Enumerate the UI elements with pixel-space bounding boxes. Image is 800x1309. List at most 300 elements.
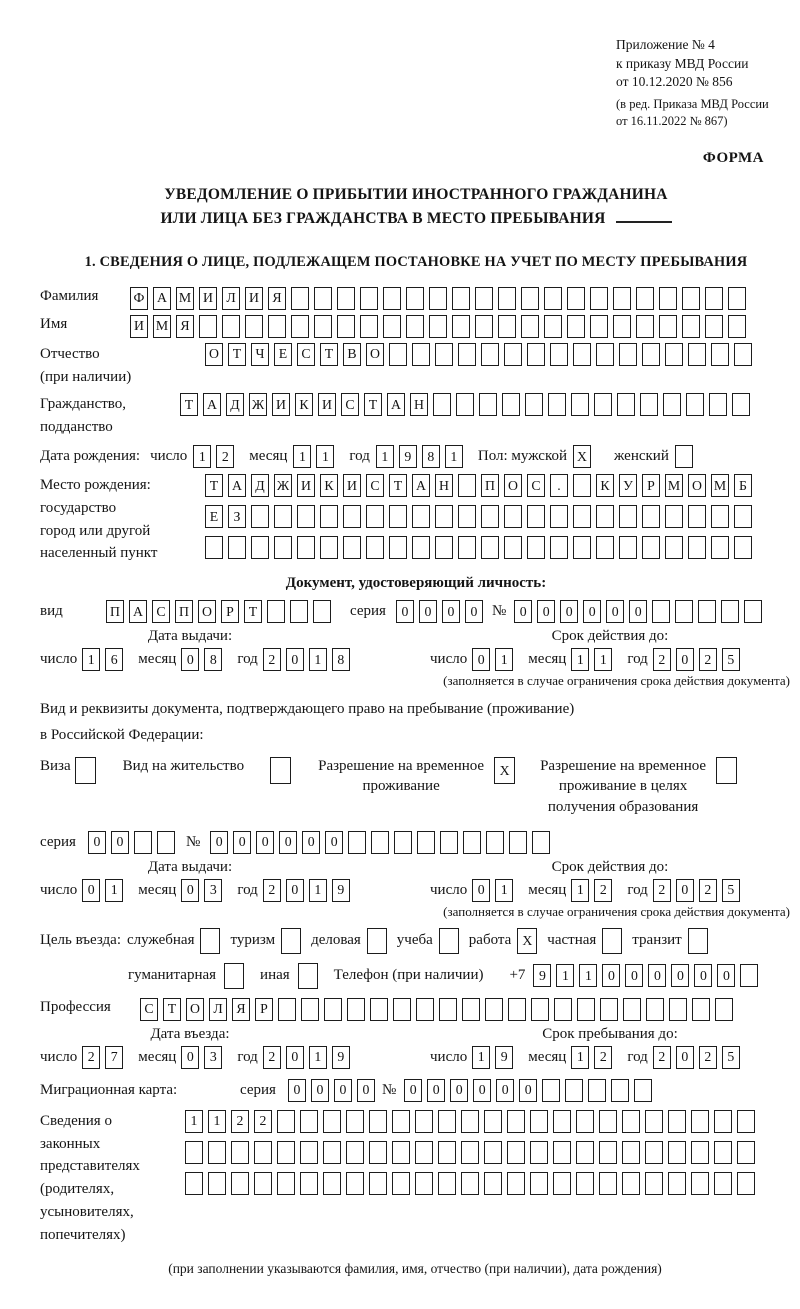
char-cell[interactable]: 0 (311, 1079, 329, 1102)
char-cell[interactable]: Т (320, 343, 338, 366)
char-cell[interactable]: С (341, 393, 359, 416)
char-cell[interactable] (343, 505, 361, 528)
char-cell[interactable]: 0 (472, 648, 490, 671)
char-cell[interactable] (412, 536, 430, 559)
char-cell[interactable] (530, 1110, 548, 1133)
char-cell[interactable] (737, 1172, 755, 1195)
sex-male-checkbox[interactable] (573, 445, 596, 468)
purpose-business-checkbox[interactable] (367, 928, 387, 954)
char-cell[interactable] (458, 536, 476, 559)
char-cell[interactable] (611, 1079, 629, 1102)
char-cell[interactable] (484, 1141, 502, 1164)
char-cell[interactable] (571, 393, 589, 416)
char-cell[interactable] (157, 831, 175, 854)
char-cell[interactable]: 3 (204, 879, 222, 902)
char-cell[interactable] (300, 1172, 318, 1195)
char-cell[interactable] (366, 505, 384, 528)
char-cell[interactable]: М (153, 315, 171, 338)
char-cell[interactable]: О (198, 600, 216, 623)
char-cell[interactable] (367, 928, 387, 954)
char-cell[interactable] (461, 1110, 479, 1133)
char-cell[interactable] (394, 831, 412, 854)
visa-checkbox[interactable] (75, 757, 101, 784)
char-cell[interactable] (208, 1172, 226, 1195)
char-cell[interactable]: Р (642, 474, 660, 497)
char-cell[interactable] (337, 315, 355, 338)
char-cell[interactable] (688, 343, 706, 366)
char-cell[interactable]: И (130, 315, 148, 338)
char-cell[interactable] (300, 1110, 318, 1133)
char-cell[interactable] (622, 1141, 640, 1164)
birthplace-line1-cells[interactable] (205, 474, 757, 497)
char-cell[interactable]: X (517, 928, 537, 954)
char-cell[interactable] (688, 536, 706, 559)
char-cell[interactable]: А (412, 474, 430, 497)
char-cell[interactable]: Т (180, 393, 198, 416)
char-cell[interactable] (531, 998, 549, 1021)
char-cell[interactable]: Ж (274, 474, 292, 497)
char-cell[interactable] (228, 536, 246, 559)
char-cell[interactable] (389, 505, 407, 528)
char-cell[interactable]: 0 (676, 1046, 694, 1069)
char-cell[interactable] (525, 393, 543, 416)
char-cell[interactable]: 0 (334, 1079, 352, 1102)
char-cell[interactable] (509, 831, 527, 854)
char-cell[interactable] (642, 536, 660, 559)
birthdate-year-cells[interactable] (376, 445, 468, 468)
char-cell[interactable] (199, 315, 217, 338)
char-cell[interactable]: 9 (495, 1046, 513, 1069)
char-cell[interactable]: 0 (583, 600, 601, 623)
char-cell[interactable] (366, 536, 384, 559)
char-cell[interactable] (619, 536, 637, 559)
char-cell[interactable] (619, 505, 637, 528)
char-cell[interactable] (544, 287, 562, 310)
char-cell[interactable]: 1 (495, 879, 513, 902)
char-cell[interactable] (532, 831, 550, 854)
residence-expiry-day-cells[interactable] (472, 879, 518, 902)
char-cell[interactable] (251, 505, 269, 528)
char-cell[interactable]: 0 (606, 600, 624, 623)
char-cell[interactable] (222, 315, 240, 338)
char-cell[interactable] (314, 315, 332, 338)
char-cell[interactable]: 0 (419, 600, 437, 623)
phone-cells[interactable] (533, 964, 763, 987)
char-cell[interactable] (613, 315, 631, 338)
char-cell[interactable] (323, 1141, 341, 1164)
char-cell[interactable] (596, 505, 614, 528)
char-cell[interactable]: К (320, 474, 338, 497)
char-cell[interactable]: Я (176, 315, 194, 338)
char-cell[interactable] (692, 998, 710, 1021)
char-cell[interactable] (343, 536, 361, 559)
char-cell[interactable] (550, 343, 568, 366)
char-cell[interactable] (277, 1172, 295, 1195)
char-cell[interactable] (668, 1172, 686, 1195)
char-cell[interactable]: С (527, 474, 545, 497)
char-cell[interactable] (544, 315, 562, 338)
purpose-work-checkbox[interactable] (517, 928, 537, 954)
char-cell[interactable] (75, 757, 96, 784)
char-cell[interactable]: И (318, 393, 336, 416)
char-cell[interactable] (622, 1110, 640, 1133)
char-cell[interactable]: 6 (105, 648, 123, 671)
char-cell[interactable] (481, 505, 499, 528)
char-cell[interactable] (588, 1079, 606, 1102)
char-cell[interactable] (716, 757, 737, 784)
char-cell[interactable] (347, 998, 365, 1021)
char-cell[interactable] (439, 998, 457, 1021)
char-cell[interactable] (274, 505, 292, 528)
char-cell[interactable]: 2 (82, 1046, 100, 1069)
char-cell[interactable]: Д (251, 474, 269, 497)
char-cell[interactable]: 2 (699, 879, 717, 902)
char-cell[interactable]: 0 (473, 1079, 491, 1102)
char-cell[interactable] (360, 287, 378, 310)
char-cell[interactable] (346, 1172, 364, 1195)
char-cell[interactable] (521, 315, 539, 338)
char-cell[interactable] (462, 998, 480, 1021)
char-cell[interactable] (619, 343, 637, 366)
char-cell[interactable] (634, 1079, 652, 1102)
char-cell[interactable]: 9 (332, 1046, 350, 1069)
char-cell[interactable]: Р (221, 600, 239, 623)
char-cell[interactable] (553, 1141, 571, 1164)
char-cell[interactable] (461, 1141, 479, 1164)
char-cell[interactable]: 0 (256, 831, 274, 854)
char-cell[interactable] (530, 1141, 548, 1164)
char-cell[interactable]: 0 (82, 879, 100, 902)
char-cell[interactable]: М (176, 287, 194, 310)
birthdate-day-cells[interactable] (193, 445, 239, 468)
char-cell[interactable]: 1 (376, 445, 394, 468)
char-cell[interactable] (297, 505, 315, 528)
char-cell[interactable] (530, 1172, 548, 1195)
temp-residence-education-checkbox[interactable] (716, 757, 742, 784)
char-cell[interactable] (300, 1141, 318, 1164)
char-cell[interactable] (485, 998, 503, 1021)
char-cell[interactable] (744, 600, 762, 623)
char-cell[interactable] (370, 998, 388, 1021)
char-cell[interactable] (573, 505, 591, 528)
char-cell[interactable] (298, 963, 318, 989)
char-cell[interactable] (463, 831, 481, 854)
char-cell[interactable] (594, 393, 612, 416)
residence-expiry-month-cells[interactable] (571, 879, 617, 902)
char-cell[interactable] (613, 287, 631, 310)
migration-number-cells[interactable] (404, 1079, 657, 1102)
char-cell[interactable] (721, 600, 739, 623)
char-cell[interactable] (573, 536, 591, 559)
char-cell[interactable]: 1 (445, 445, 463, 468)
char-cell[interactable] (734, 536, 752, 559)
residence-series-cells[interactable] (88, 831, 180, 854)
char-cell[interactable] (550, 536, 568, 559)
char-cell[interactable] (481, 536, 499, 559)
char-cell[interactable] (429, 287, 447, 310)
char-cell[interactable]: 0 (286, 648, 304, 671)
char-cell[interactable] (688, 505, 706, 528)
char-cell[interactable] (709, 393, 727, 416)
stay-until-year-cells[interactable] (653, 1046, 745, 1069)
char-cell[interactable] (698, 600, 716, 623)
char-cell[interactable]: А (129, 600, 147, 623)
char-cell[interactable] (682, 287, 700, 310)
char-cell[interactable]: 2 (653, 879, 671, 902)
char-cell[interactable] (573, 474, 591, 497)
char-cell[interactable] (389, 343, 407, 366)
patronymic-cells[interactable] (205, 343, 757, 366)
char-cell[interactable] (599, 1110, 617, 1133)
identity-series-cells[interactable] (396, 600, 488, 623)
char-cell[interactable] (412, 343, 430, 366)
birthdate-month-cells[interactable] (293, 445, 339, 468)
char-cell[interactable]: 2 (699, 1046, 717, 1069)
char-cell[interactable] (433, 393, 451, 416)
char-cell[interactable] (435, 505, 453, 528)
char-cell[interactable] (320, 505, 338, 528)
char-cell[interactable] (498, 315, 516, 338)
char-cell[interactable]: Я (232, 998, 250, 1021)
char-cell[interactable]: Я (268, 287, 286, 310)
identity-expiry-month-cells[interactable] (571, 648, 617, 671)
citizenship-cells[interactable] (180, 393, 755, 416)
char-cell[interactable] (565, 1079, 583, 1102)
char-cell[interactable] (475, 287, 493, 310)
char-cell[interactable]: М (665, 474, 683, 497)
char-cell[interactable]: М (711, 474, 729, 497)
sex-female-checkbox[interactable] (675, 445, 698, 468)
stay-until-month-cells[interactable] (571, 1046, 617, 1069)
char-cell[interactable]: 1 (105, 879, 123, 902)
char-cell[interactable]: 0 (279, 831, 297, 854)
char-cell[interactable] (412, 505, 430, 528)
char-cell[interactable]: 3 (204, 1046, 222, 1069)
char-cell[interactable] (392, 1141, 410, 1164)
char-cell[interactable]: 1 (309, 648, 327, 671)
char-cell[interactable] (185, 1172, 203, 1195)
char-cell[interactable] (231, 1141, 249, 1164)
char-cell[interactable] (590, 287, 608, 310)
char-cell[interactable]: 0 (286, 1046, 304, 1069)
char-cell[interactable] (458, 505, 476, 528)
char-cell[interactable]: Ч (251, 343, 269, 366)
char-cell[interactable] (714, 1110, 732, 1133)
purpose-official-checkbox[interactable] (200, 928, 220, 954)
char-cell[interactable] (254, 1172, 272, 1195)
char-cell[interactable] (642, 343, 660, 366)
purpose-humanitarian-checkbox[interactable] (224, 963, 244, 989)
char-cell[interactable] (691, 1141, 709, 1164)
char-cell[interactable]: 0 (442, 600, 460, 623)
char-cell[interactable]: 0 (560, 600, 578, 623)
char-cell[interactable] (371, 831, 389, 854)
char-cell[interactable] (645, 1110, 663, 1133)
entry-date-day-cells[interactable] (82, 1046, 128, 1069)
char-cell[interactable] (484, 1110, 502, 1133)
char-cell[interactable] (290, 600, 308, 623)
char-cell[interactable] (504, 505, 522, 528)
char-cell[interactable]: А (387, 393, 405, 416)
char-cell[interactable]: 1 (82, 648, 100, 671)
char-cell[interactable] (185, 1141, 203, 1164)
char-cell[interactable] (498, 287, 516, 310)
char-cell[interactable] (668, 1110, 686, 1133)
identity-kind-cells[interactable] (106, 600, 336, 623)
residence-issue-year-cells[interactable] (263, 879, 355, 902)
char-cell[interactable]: С (297, 343, 315, 366)
char-cell[interactable]: Е (205, 505, 223, 528)
char-cell[interactable] (554, 998, 572, 1021)
char-cell[interactable]: И (343, 474, 361, 497)
char-cell[interactable] (659, 315, 677, 338)
char-cell[interactable]: 0 (629, 600, 647, 623)
char-cell[interactable] (665, 343, 683, 366)
char-cell[interactable]: 0 (694, 964, 712, 987)
char-cell[interactable]: 8 (204, 648, 222, 671)
surname-cells[interactable] (130, 287, 751, 310)
residence-number-cells[interactable] (210, 831, 555, 854)
char-cell[interactable] (636, 287, 654, 310)
char-cell[interactable]: 2 (263, 879, 281, 902)
char-cell[interactable]: 0 (181, 879, 199, 902)
birthplace-line2-cells[interactable] (205, 505, 757, 528)
char-cell[interactable] (417, 831, 435, 854)
char-cell[interactable] (254, 1141, 272, 1164)
char-cell[interactable]: 0 (496, 1079, 514, 1102)
char-cell[interactable] (527, 505, 545, 528)
char-cell[interactable]: З (228, 505, 246, 528)
char-cell[interactable] (548, 393, 566, 416)
char-cell[interactable] (297, 536, 315, 559)
char-cell[interactable] (438, 1172, 456, 1195)
entry-date-year-cells[interactable] (263, 1046, 355, 1069)
char-cell[interactable]: А (153, 287, 171, 310)
char-cell[interactable]: 5 (722, 1046, 740, 1069)
char-cell[interactable] (205, 536, 223, 559)
char-cell[interactable]: 8 (332, 648, 350, 671)
char-cell[interactable]: 0 (465, 600, 483, 623)
char-cell[interactable] (439, 928, 459, 954)
char-cell[interactable]: Т (244, 600, 262, 623)
char-cell[interactable] (270, 757, 291, 784)
char-cell[interactable] (320, 536, 338, 559)
char-cell[interactable] (732, 393, 750, 416)
char-cell[interactable]: А (203, 393, 221, 416)
char-cell[interactable]: О (186, 998, 204, 1021)
char-cell[interactable] (521, 287, 539, 310)
char-cell[interactable]: 2 (699, 648, 717, 671)
char-cell[interactable]: 2 (216, 445, 234, 468)
char-cell[interactable]: 1 (293, 445, 311, 468)
char-cell[interactable] (590, 315, 608, 338)
char-cell[interactable]: 0 (450, 1079, 468, 1102)
char-cell[interactable] (663, 393, 681, 416)
char-cell[interactable] (711, 505, 729, 528)
profession-cells[interactable] (140, 998, 738, 1021)
char-cell[interactable] (301, 998, 319, 1021)
char-cell[interactable]: 0 (325, 831, 343, 854)
givenname-cells[interactable] (130, 315, 751, 338)
char-cell[interactable]: С (140, 998, 158, 1021)
char-cell[interactable] (507, 1141, 525, 1164)
char-cell[interactable] (734, 505, 752, 528)
char-cell[interactable] (576, 1172, 594, 1195)
char-cell[interactable] (291, 315, 309, 338)
identity-issue-year-cells[interactable] (263, 648, 355, 671)
char-cell[interactable]: 0 (602, 964, 620, 987)
char-cell[interactable]: 9 (399, 445, 417, 468)
char-cell[interactable] (682, 315, 700, 338)
char-cell[interactable]: 2 (653, 648, 671, 671)
char-cell[interactable]: О (504, 474, 522, 497)
char-cell[interactable]: Т (364, 393, 382, 416)
char-cell[interactable] (406, 287, 424, 310)
char-cell[interactable] (392, 1110, 410, 1133)
char-cell[interactable]: 2 (254, 1110, 272, 1133)
char-cell[interactable] (415, 1141, 433, 1164)
char-cell[interactable]: X (494, 757, 515, 784)
purpose-tourism-checkbox[interactable] (281, 928, 301, 954)
char-cell[interactable]: 1 (193, 445, 211, 468)
char-cell[interactable]: 1 (571, 1046, 589, 1069)
char-cell[interactable]: И (272, 393, 290, 416)
char-cell[interactable] (277, 1141, 295, 1164)
char-cell[interactable] (461, 1172, 479, 1195)
char-cell[interactable] (245, 315, 263, 338)
purpose-transit-checkbox[interactable] (688, 928, 708, 954)
char-cell[interactable]: X (573, 445, 591, 468)
char-cell[interactable]: С (152, 600, 170, 623)
char-cell[interactable]: Т (228, 343, 246, 366)
char-cell[interactable] (346, 1141, 364, 1164)
char-cell[interactable]: 0 (427, 1079, 445, 1102)
char-cell[interactable]: И (245, 287, 263, 310)
char-cell[interactable] (369, 1172, 387, 1195)
char-cell[interactable] (652, 600, 670, 623)
char-cell[interactable] (675, 600, 693, 623)
char-cell[interactable]: Ж (249, 393, 267, 416)
purpose-private-checkbox[interactable] (602, 928, 622, 954)
char-cell[interactable]: 9 (332, 879, 350, 902)
char-cell[interactable]: И (199, 287, 217, 310)
migration-series-cells[interactable] (288, 1079, 380, 1102)
char-cell[interactable]: 0 (404, 1079, 422, 1102)
char-cell[interactable] (291, 287, 309, 310)
representatives-line2-cells[interactable] (185, 1141, 760, 1164)
char-cell[interactable] (553, 1172, 571, 1195)
char-cell[interactable] (486, 831, 504, 854)
char-cell[interactable]: 2 (594, 879, 612, 902)
char-cell[interactable] (268, 315, 286, 338)
char-cell[interactable] (475, 315, 493, 338)
char-cell[interactable] (438, 1110, 456, 1133)
char-cell[interactable]: 1 (309, 1046, 327, 1069)
identity-issue-month-cells[interactable] (181, 648, 227, 671)
char-cell[interactable]: 0 (648, 964, 666, 987)
entry-date-month-cells[interactable] (181, 1046, 227, 1069)
char-cell[interactable]: 0 (671, 964, 689, 987)
char-cell[interactable]: П (175, 600, 193, 623)
char-cell[interactable] (337, 287, 355, 310)
char-cell[interactable]: 2 (594, 1046, 612, 1069)
char-cell[interactable] (406, 315, 424, 338)
temp-residence-checkbox[interactable] (494, 757, 520, 784)
char-cell[interactable] (542, 1079, 560, 1102)
char-cell[interactable]: 2 (653, 1046, 671, 1069)
char-cell[interactable]: Л (209, 998, 227, 1021)
char-cell[interactable]: 5 (722, 879, 740, 902)
